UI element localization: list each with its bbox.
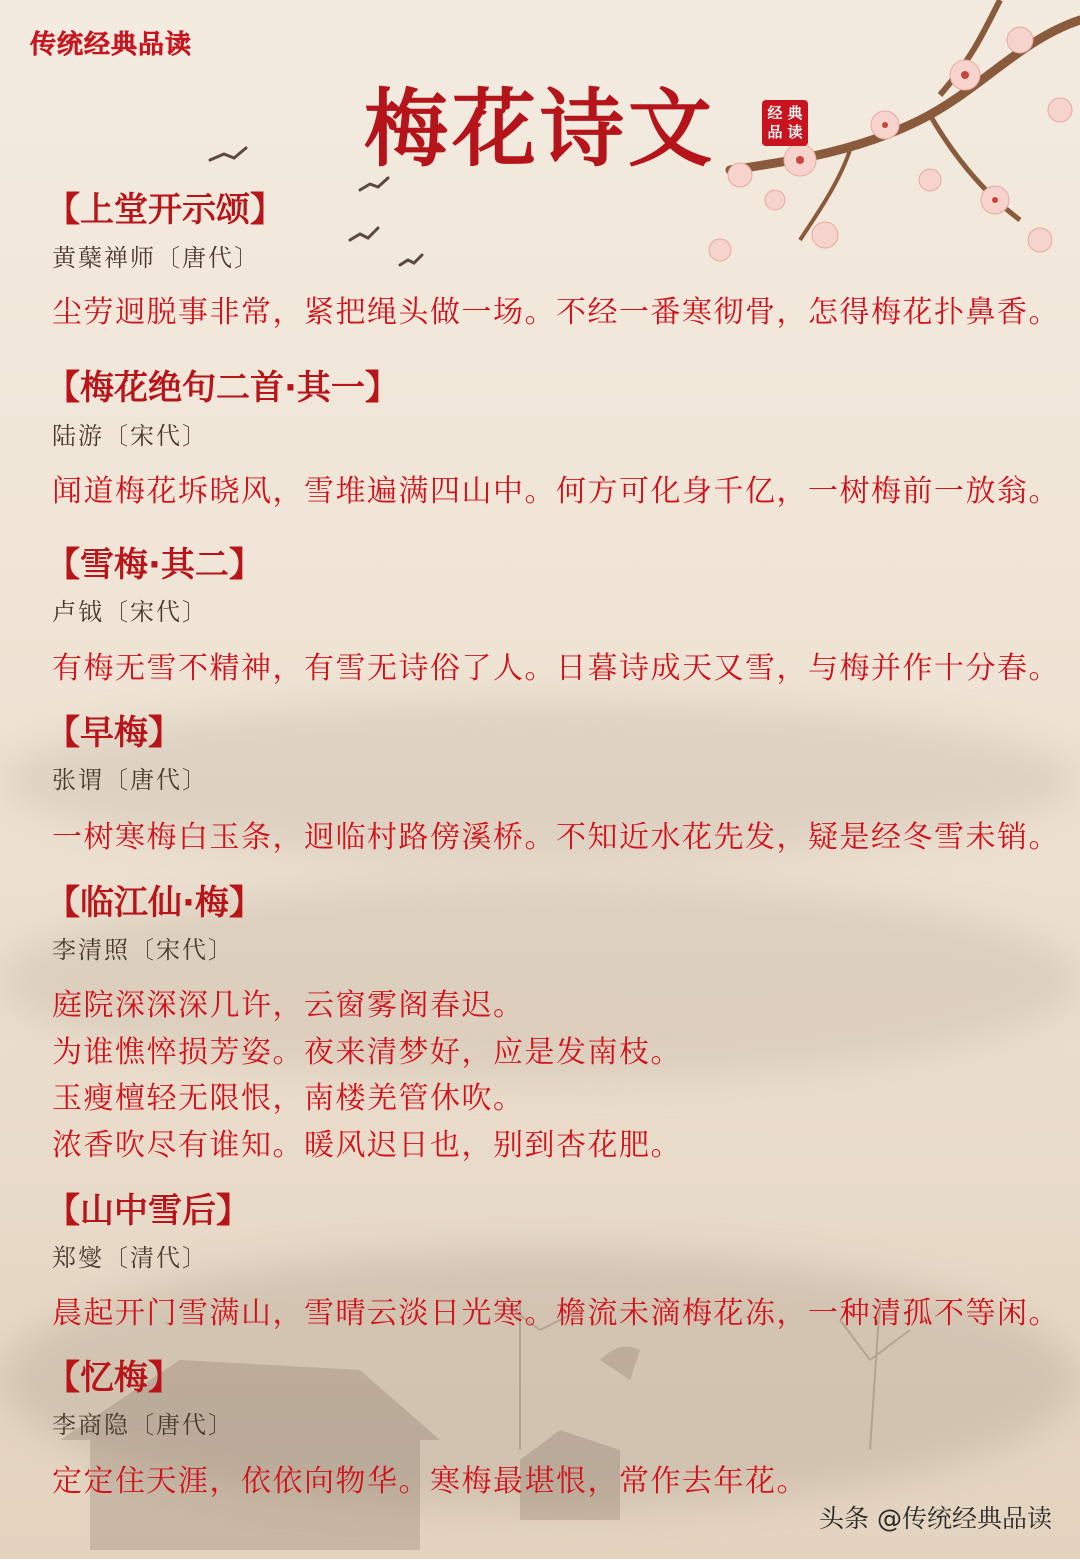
seal-char: 经 <box>767 104 783 122</box>
poem-author: 张谓〔唐代〕 <box>52 766 208 794</box>
poem-line: 尘劳迥脱事非常，紧把绳头做一场。不经一番寒彻骨，怎得梅花扑鼻香。 <box>52 295 1060 330</box>
poem-author: 郑燮〔清代〕 <box>52 1244 208 1272</box>
poem-line: 晨起开门雪满山，雪晴云淡日光寒。檐流未滴梅花冻，一种清孤不等闲。 <box>52 1296 1060 1331</box>
seal-char: 典 <box>787 104 803 122</box>
poem-author: 李商隐〔唐代〕 <box>52 1411 234 1439</box>
poem-line: 玉瘦檀轻无限恨，南楼羌管休吹。 <box>52 1081 525 1116</box>
poem-line: 为谁憔悴损芳姿。夜来清梦好，应是发南枝。 <box>52 1035 682 1070</box>
seal-char: 读 <box>787 123 803 141</box>
poem-line: 闻道梅花坼晓风，雪堆遍满四山中。何方可化身千亿，一树梅前一放翁。 <box>52 474 1060 509</box>
seal-char: 品 <box>767 123 783 141</box>
poem-title: 【早梅】 <box>46 713 182 753</box>
poem-title: 【忆梅】 <box>46 1358 182 1398</box>
poem-author: 黄蘖禅师〔唐代〕 <box>52 244 260 272</box>
poem-title: 【上堂开示颂】 <box>46 190 284 230</box>
poem-line: 浓香吹尽有谁知。暖风迟日也，别到杏花肥。 <box>52 1128 682 1163</box>
poem-author: 卢钺〔宋代〕 <box>52 598 208 626</box>
poem-line: 有梅无雪不精神，有雪无诗俗了人。日暮诗成天又雪，与梅并作十分春。 <box>52 651 1060 686</box>
brand-logo-text: 传统经典品读 <box>30 30 193 60</box>
poem-title: 【雪梅·其二】 <box>46 545 263 585</box>
poem-title: 【山中雪后】 <box>46 1191 250 1231</box>
poem-line: 庭院深深深几许，云窗雾阁春迟。 <box>52 988 525 1023</box>
source-watermark: 头条 @传统经典品读 <box>819 1504 1052 1533</box>
poem-line: 定定住天涯，依依向物华。寒梅最堪恨，常作去年花。 <box>52 1464 808 1499</box>
seal-stamp <box>762 100 808 146</box>
poem-author: 陆游〔宋代〕 <box>52 422 208 450</box>
poem-title: 【临江仙·梅】 <box>46 883 263 923</box>
poem-title: 【梅花绝句二首·其一】 <box>46 368 399 408</box>
poem-line: 一树寒梅白玉条，迥临村路傍溪桥。不知近水花先发，疑是经冬雪未销。 <box>52 820 1060 855</box>
poem-author: 李清照〔宋代〕 <box>52 936 234 964</box>
page-title: 梅花诗文 <box>363 80 716 178</box>
